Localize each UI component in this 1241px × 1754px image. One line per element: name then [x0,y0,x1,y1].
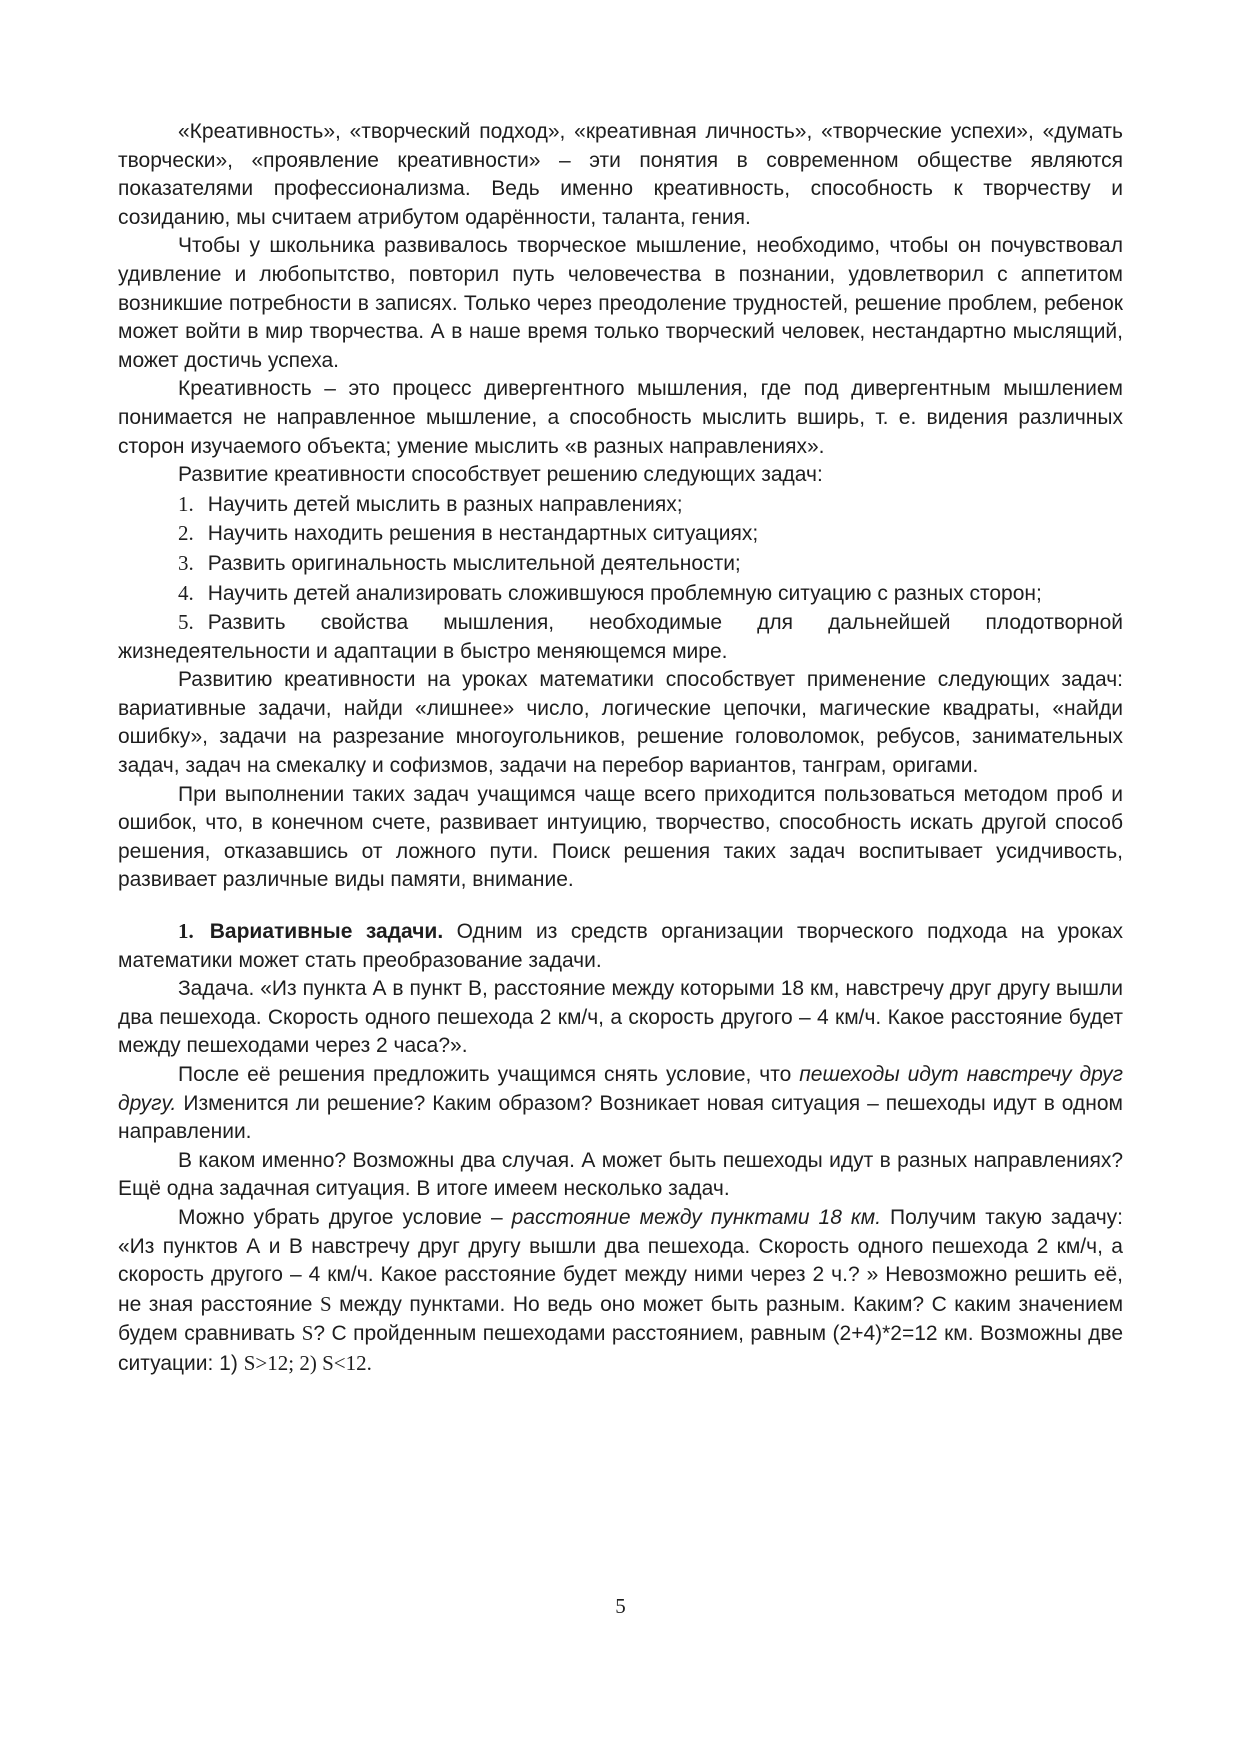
paragraph-cases: В каком именно? Возможны два случая. А может быть пешеходы идут в разных направлениях? Ещё одна задачная ситуация. В итоге имеем несколько задач. [118,1148,1123,1201]
list-item: 1. Научить детей мыслить в разных направлениях; [178,491,683,516]
page-number: 5 [615,1594,626,1618]
paragraph-task: Задача. «Из пункта А в пункт В, расстояние между которыми 18 км, навстречу друг другу вышли два пешехода. Скорость одного пешехода 2 км/ч, а скорость другого – 4 км/ч. Какое расстояние будет между пешеходами через 2 часа?». [118,977,1123,1058]
list-item: 3. Развить оригинальность мыслительной деятельности; [178,550,741,575]
list-item: 4. Научить детей анализировать сложившуюся проблемную ситуацию с разных сторон; [178,580,1042,605]
paragraph-intro: «Креативность», «творческий подход», «креативная личность», «творческие успехи», «думать творчески», «проявление креативности» – эти понятия в современном обществе являются показателями профессионализма. Ведь именно креативность, способность к творчеству и созиданию, мы считаем атрибутом одарённости, таланта, гения. [118,120,1123,229]
paragraph-trial-error: При выполнении таких задач учащимся чаще всего приходится пользоваться методом проб и ошибок, что, в конечном счете, развивает интуицию, творчество, способность искать другой способ решения, отказавшись от ложного пути. Поиск решения таких задач воспитывает усидчивость, развивает различные виды памяти, внимание. [118,782,1123,892]
section-title: Вариативные задачи. [209,920,444,944]
paragraph-definition: Креативность – это процесс дивергентного мышления, где под дивергентным мышлением понимается не направленное мышление, а способность мыслить вширь, т. е. видения различных сторон изучаемого объекта; умение мыслить «в разных направлениях». [118,377,1123,458]
document-page [118,118,1123,1379]
section-spacer [118,895,1123,917]
list-item: 5. Развить свойства мышления, необходимые для дальнейшей плодотворной жизнедеятельности и адаптации в быстро меняющемся мире. [118,610,1123,663]
paragraph-creative-thinking: Чтобы у школьника развивалось творческое мышление, необходимо, чтобы он почувствовал удивление и любопытство, повторил путь человечества в познании, удовлетворил с аппетитом возникшие потребности в записях. Только через преодоление трудностей, решение проблем, ребенок может войти в мир творчества. А в наше время только творческий человек, нестандартно мыслящий, может достичь успеха. [118,234,1123,372]
paragraph-another-condition: Можно убрать другое условие – расстояние между пунктами 18 км. Получим такую задачу: «Из пунктов А и В навстречу друг другу вышли два пешехода. Скорость одного пешехода 2 км/ч, а скорость другого – 4 км/ч. Какое расстояние будет между ними через 2 ч.? » Невозможно решить её, не зная расстояние S между пунктами. Но ведь оно может быть разным. Каким? С каким значением будем сравнивать S? С пройденным пешеходами расстоянием, равным (2+4)*2=12 км. Возможны две ситуации: 1) S>12; 2) S<12. [118,1205,1124,1375]
section-heading: 1. Вариативные задачи. Одним из средств организации творческого подхода на уроках математики может стать преобразование задачи. [118,919,1123,972]
list-item: 2. Научить находить решения в нестандартных ситуациях; [178,521,759,546]
paragraph-task-types: Развитию креативности на уроках математики способствует применение следующих задач: вариативные задачи, найди «лишнее» число, логические цепочки, магические квадраты, «найди ошибку», задачи на разрезание многоугольников, решение головоломок, ребусов, занимательных задач, задач на смекалку и софизмов, задачи на перебор вариантов, танграм, оригами. [118,668,1123,778]
paragraph-list-intro: Развитие креативности способствует решению следующих задач: [178,463,823,487]
paragraph-remove-condition: После её решения предложить учащимся снять условие, что пешеходы идут навстречу друг другу. Изменится ли решение? Каким образом? Возникает новая ситуация – пешеходы идут в одном направлении. [118,1063,1123,1144]
